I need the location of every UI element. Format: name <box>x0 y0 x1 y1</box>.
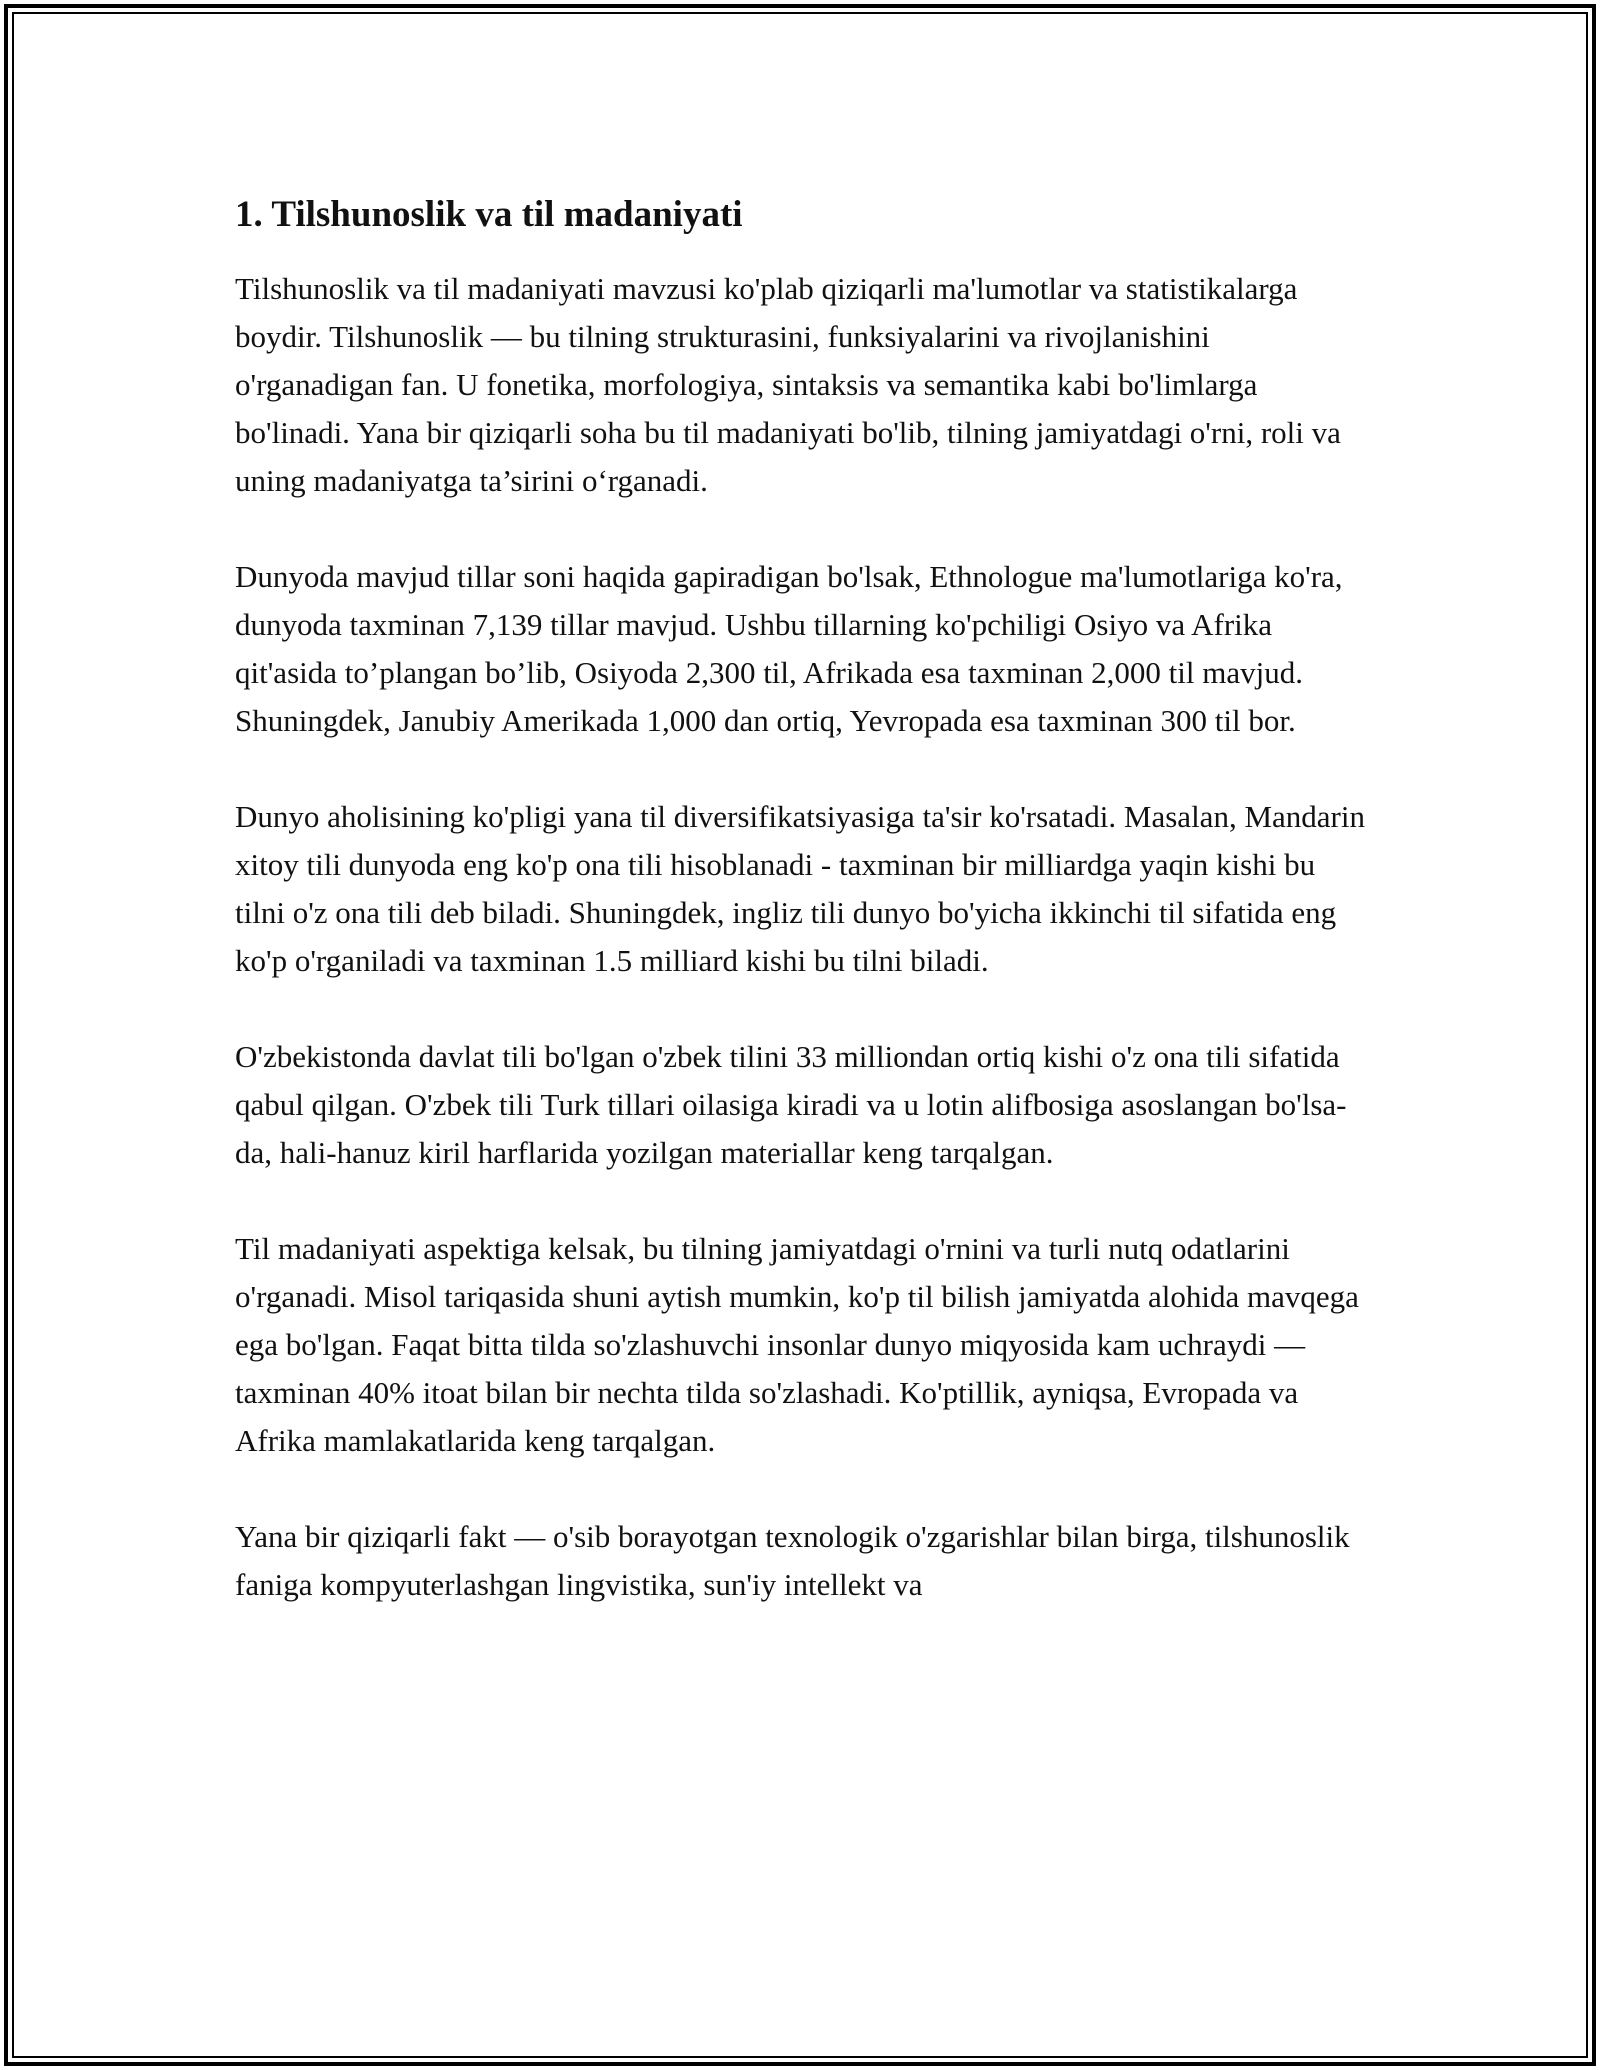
paragraph-uzbek: O'zbekistonda davlat tili bo'lgan o'zbek tilini 33 milliondan ortiq kishi o'z ona tili sifatida qabul qilgan. O'zbek tili Turk tillari oilasiga kiradi va u lotin alifbosiga asoslangan bo'lsa-da, hali-hanuz kiril harflarida yozilgan materiallar keng tarqalgan. <box>235 1039 1347 1170</box>
paragraph-culture: Til madaniyati aspektiga kelsak, bu tilning jamiyatdagi o'rnini va turli nutq odatlarini o'rganadi. Misol tariqasida shuni aytish mumkin, ko'p til bilish jamiyatda alohida mavqega ega bo'lgan. Faqat bitta tilda so'zlashuvchi insonlar dunyo miqyosida kam uchraydi — taxminan 40% itoat bilan bir nechta tilda so'zlashadi. Ko'ptillik, ayniqsa, Evropada va Afrika mamlakatlarida keng tarqalgan. <box>235 1231 1359 1458</box>
paragraph-population: Dunyo aholisining ko'pligi yana til diversifikatsiyasiga ta'sir ko'rsatadi. Masalan, Mandarin xitoy tili dunyoda eng ko'p ona tili hisoblanadi - taxminan bir milliardga yaqin kishi bu tilni o'z ona tili deb biladi. Shuningdek, ingliz tili dunyo bo'yicha ikkinchi til sifatida eng ko'p o'rganiladi va taxminan 1.5 milliard kishi bu tilni biladi. <box>235 799 1365 978</box>
paragraph-languages-count: Dunyoda mavjud tillar soni haqida gapiradigan bo'lsak, Ethnologue ma'lumotlariga ko'ra, dunyoda taxminan 7,139 tillar mavjud. Ushbu tillarning ko'pchiligi Osiyo va Afrika qit'asida to’plangan bo’lib, Osiyoda 2,300 til, Afrikada esa taxminan 2,000 til mavjud. Shuningdek, Janubiy Amerikada 1,000 dan ortiq, Yevropada esa taxminan 300 til bor. <box>235 559 1343 738</box>
paragraph-intro: Tilshunoslik va til madaniyati mavzusi ko'plab qiziqarli ma'lumotlar va statistikalarga boydir. Tilshunoslik — bu tilning strukturasini, funksiyalarini va rivojlanishini o'rganadigan fan. U fonetika, morfologiya, sintaksis va semantika kabi bo'limlarga bo'linadi. Yana bir qiziqarli soha bu til madaniyati bo'lib, tilning jamiyatdagi o'rni, roli va uning madaniyatga ta’sirini o‘rganadi. <box>235 271 1341 498</box>
document-body <box>235 187 1370 1609</box>
paragraph-technology: Yana bir qiziqarli fakt — o'sib borayotgan texnologik o'zgarishlar bilan birga, tilshunoslik faniga kompyuterlashgan lingvistika, sun'iy intellekt va <box>235 1519 1350 1602</box>
section-heading: 1. Tilshunoslik va til madaniyati <box>235 194 743 235</box>
